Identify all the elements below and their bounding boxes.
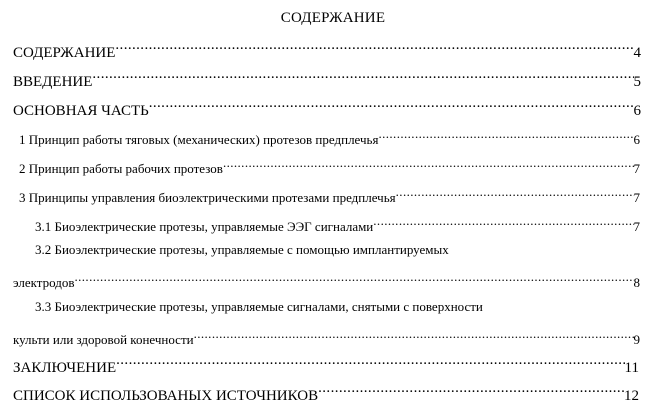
- dot-leader: [116, 352, 624, 372]
- toc-entry-contents: [13, 37, 641, 61]
- toc-entry-label: 3.1 Биоэлектрические протезы, управляемые ЭЭГ сигналами: [35, 219, 374, 234]
- dot-leader: [378, 124, 633, 144]
- toc-entry-page: 6: [633, 103, 641, 119]
- toc-entry-page: 7: [633, 190, 640, 205]
- toc-entry-section-3-3: [13, 324, 640, 347]
- toc-entry-label: 1 Принцип работы тяговых (механических) протезов предплечья: [19, 132, 379, 147]
- toc-entry-label: СПИСОК ИСПОЛЬЗОВАНЫХ ИСТОЧНИКОВ: [13, 388, 319, 404]
- dot-leader: [396, 182, 634, 202]
- toc-entry-page: 7: [633, 219, 640, 234]
- toc-entry-conclusion: [13, 352, 639, 376]
- toc-entry-section-3-1: [35, 211, 640, 234]
- toc-entry-page: 8: [633, 275, 640, 290]
- dot-leader: [92, 66, 633, 86]
- toc-entry-page: 11: [624, 360, 639, 376]
- dot-leader: [318, 380, 624, 400]
- toc-entry-page: 4: [633, 45, 641, 61]
- toc-entry-page: 9: [633, 332, 640, 347]
- toc-entry-page: 5: [633, 74, 641, 90]
- toc-entry-label: ЗАКЛЮЧЕНИЕ: [13, 360, 117, 376]
- toc-entry-section-3-2: [13, 267, 640, 290]
- toc-entry-label: культи или здоровой конечности: [13, 332, 194, 347]
- toc-entry-references: [13, 380, 639, 404]
- toc-entry-section-1: [19, 124, 640, 147]
- toc-entry-label: СОДЕРЖАНИЕ: [13, 45, 116, 61]
- dot-leader: [74, 267, 633, 287]
- dot-leader: [149, 95, 634, 115]
- toc-entry-label: ВВЕДЕНИЕ: [13, 74, 93, 90]
- toc-entry-label: 2 Принцип работы рабочих протезов: [19, 161, 223, 176]
- toc-entry-section-3-3-line1: 3.3 Биоэлектрические протезы, управляемые сигналами, снятыми с поверхности: [35, 299, 483, 314]
- toc-entry-introduction: [13, 66, 641, 90]
- toc-entry-label: 3 Принципы управления биоэлектрическими протезами предплечья: [19, 190, 396, 205]
- toc-entry-section-2: [19, 153, 640, 176]
- toc-entry-label: электродов: [13, 275, 75, 290]
- toc-entry-section-3-2-line1: 3.2 Биоэлектрические протезы, управляемые с помощью имплантируемых: [35, 242, 449, 257]
- toc-title: СОДЕРЖАНИЕ: [280, 10, 386, 26]
- dot-leader: [194, 324, 634, 344]
- toc-entry-page: 6: [633, 132, 640, 147]
- toc-entry-label: ОСНОВНАЯ ЧАСТЬ: [13, 103, 149, 119]
- toc-entry-page: 12: [624, 388, 639, 404]
- toc-entry-section-3: [19, 182, 640, 205]
- dot-leader: [115, 37, 633, 57]
- dot-leader: [223, 153, 634, 173]
- dot-leader: [373, 211, 633, 231]
- toc-entry-page: 7: [633, 161, 640, 176]
- toc-entry-main-part: [13, 95, 641, 119]
